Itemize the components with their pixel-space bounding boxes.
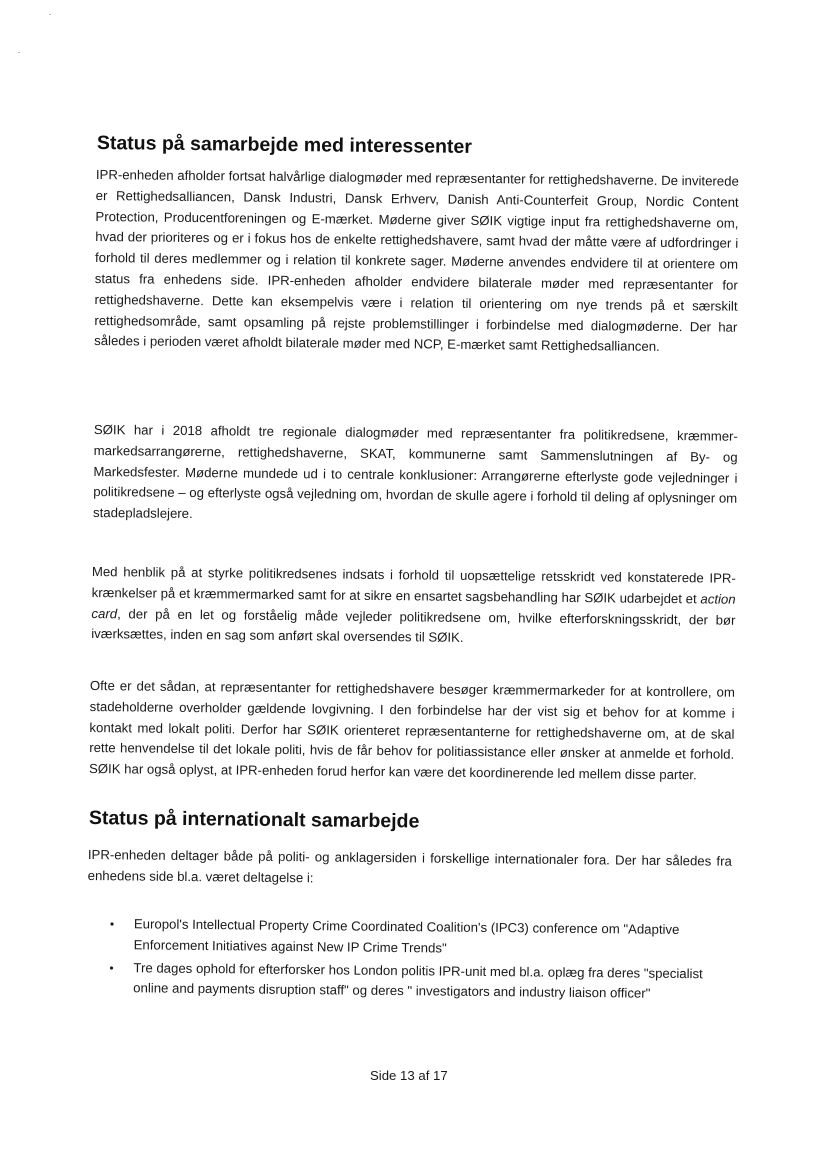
paragraph-text-continued: , der på en let og forståelig måde vejleder politikredsene om, hvilke efterforskningsskridt, der bør iværksættes, inden en sag som anført skal oversendes til SØIK. bbox=[91, 605, 736, 646]
scan-speck bbox=[18, 52, 20, 53]
list-item-text: Europol's Intellectual Property Crime Coordinated Coalition's (IPC3) conference om "Adaptive Enforcement Initiatives against New IP Crime Trends" bbox=[133, 916, 680, 956]
list-item bbox=[108, 914, 708, 962]
bullet-icon: • bbox=[109, 917, 115, 932]
paragraph-market-visits bbox=[89, 676, 735, 787]
list-item bbox=[107, 958, 707, 1006]
paragraph-action-card bbox=[91, 562, 736, 652]
page-number: Side 13 af 17 bbox=[370, 1068, 448, 1083]
paragraph-regional-meetings bbox=[93, 420, 738, 531]
paragraph-text: IPR-enheden afholder fortsat halvårlige dialogmøder med repræsentanter for rettighedshaverne. De inviterede er Rettighedsalliancen, Dansk Industri, Dansk Erhverv, Danish Anti-Counterfeit Group, Nordic Content Protection, Producentforeningen og E-mærket. Møderne giver SØIK vigtige input fra rettighedshaverne om, hvad der prioriteres og er i fokus hos de enkelte rettighedshavere, samt hvad der måtte være af udfordringer i forhold til deres medlemmer og i relation til konkrete sager. Møderne anvendes endvidere til at orientere om status fra enhedens side. IPR-enheden afholder endvidere bilaterale møder med repræsentanter for rettighedshaverne. Dette kan eksempelvis være i relation til orientering om nye trends på et særskilt rettighedsområde, samt opsamling på rejste problemstillinger i forbindelse med dialogmøderne. Der har således i perioden været afholdt bilaterale møder med NCP, E-mærket samt Rettighedsalliancen. bbox=[94, 166, 739, 355]
bullet-icon: • bbox=[109, 960, 114, 975]
section-heading-stakeholders: Status på samarbejde med interessenter bbox=[96, 132, 472, 158]
paragraph-text: Med henblik på at styrke politikredsenes indsats i forhold til uopsættelige retsskridt ved konstaterede IPR-krænkelser på et kræmmermarked samt for at sikre en ensartet sagsbehandling har SØIK udarbejdet et bbox=[91, 563, 736, 607]
action-card-term: action card bbox=[91, 591, 736, 621]
paragraph-dialogue-meetings bbox=[94, 165, 739, 359]
paragraph-text: Ofte er det sådan, at repræsentanter for rettighedshavere besøger kræmmermarkeder for at kontrollere, om stadeholderne overholder gældende lovgivning. I den forbindelse har der vist sig et behov for at komme i kontakt med lokalt politi. Derfor har SØIK orienteret repræsentanterne for rettighedshaverne om, at de skal rette henvendelse til det lokale politi, hvis de får behov for politiassistance eller ønsker at anmelde et forhold. SØIK har også oplyst, at IPR-enheden forud herfor kan være det koordinerende led mellem disse parter. bbox=[88, 677, 735, 783]
paragraph-international-intro: IPR-enheden deltager både på politi- og anklagersiden i forskellige internationaler fora. Der har således fra enhedens side bl.a. været deltagelse i: bbox=[87, 846, 732, 886]
scan-speck bbox=[49, 14, 51, 15]
paragraph-text: SØIK har i 2018 afholdt tre regionale dialogmøder med repræsentanter fra politikredsene, kræmmer-markedsarrangørerne, rettighedshaverne, SKAT, kommunerne samt Sammenslutningen af By- og Markedsfester. Møderne mundede ud i to centrale konklusioner: Arrangørerne efterlyste gode vejledninger i politikredsene – og efterlyste også vejledning om, hvordan de skulle agere i forhold til deling af oplysninger om stadepladslejere. bbox=[92, 421, 738, 522]
section-heading-international: Status på internationalt samarbejde bbox=[88, 807, 420, 833]
participation-list bbox=[107, 914, 708, 1007]
list-item-text: Tre dages ophold for efterforsker hos London politis IPR-unit med bl.a. oplæg fra deres "specialist online and payments disruption staff" og deres " investigators and industry liaison officer" bbox=[133, 959, 703, 1002]
